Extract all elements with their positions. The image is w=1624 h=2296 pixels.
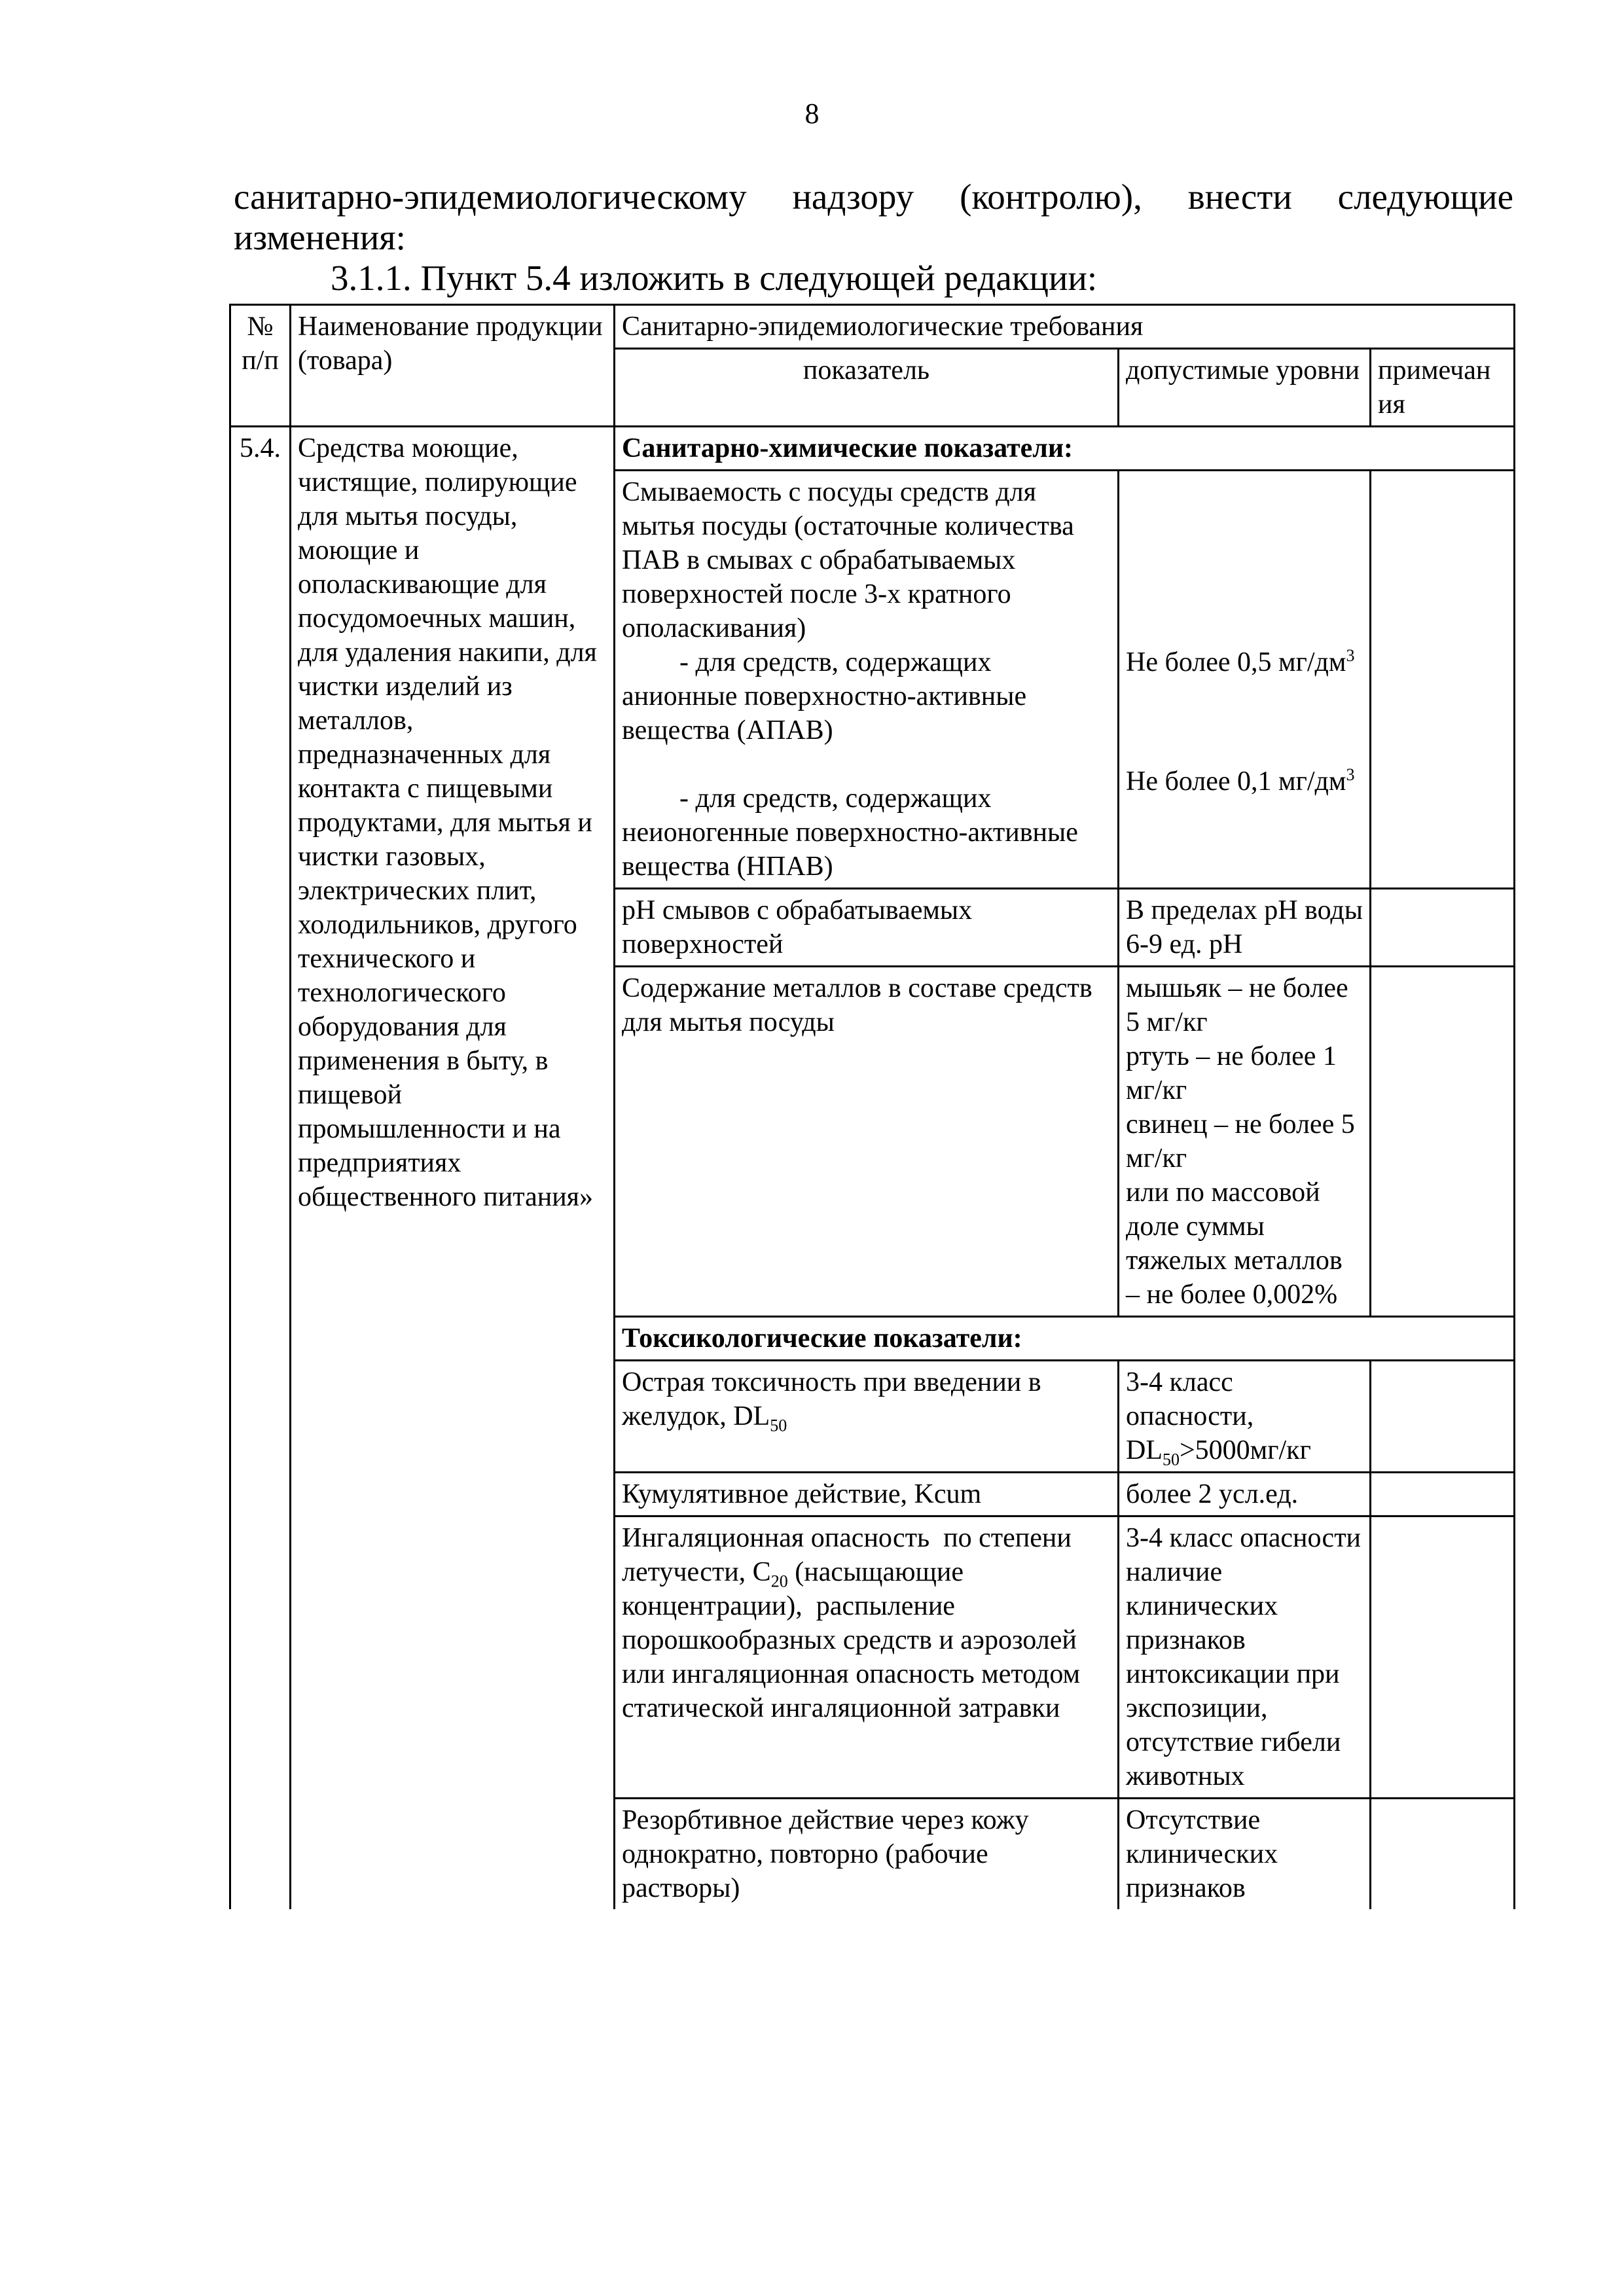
nonionic-level: Не более 0,1 $мг/дм^3$ [1126,765,1355,797]
intro-line-1: санитарно-эпидемиологическому надзору (контролю), внести следующие [234,177,1513,217]
metals-mercury: ртуть – не более 1 мг/кг [1126,1041,1337,1105]
table-header-row [230,305,1515,349]
ph-notes [1371,889,1515,967]
header-requirements: Санитарно-эпидемиологические требования [615,305,1515,349]
section-toxic: Токсикологические показатели: [615,1317,1515,1361]
intro-line-2: изменения: [234,217,406,257]
page-number: 8 [804,98,820,130]
metals-indicator: Содержание металлов в составе средств для мытья посуды [615,967,1119,1317]
inhalation-notes [1371,1516,1515,1799]
section-chemical: Санитарно-химические показатели: [615,427,1515,471]
washability-nonionic: - для средств, содержащих неионогенные поверхностно-активные вещества (НПАВ) [622,783,1078,882]
header-levels: допустимые уровни [1119,349,1371,427]
requirements-table [229,304,1515,1909]
header-indicator: показатель [615,349,1119,427]
metals-arsenic: мышьяк – не более 5 мг/кг [1126,973,1348,1037]
cumulative-notes [1371,1473,1515,1516]
washability-anionic: - для средств, содержащих анионные поверхностно-активные вещества (АПАВ) [622,647,1027,745]
metals-lead: свинец – не более 5 мг/кг [1126,1109,1355,1174]
section-heading: 3.1.1. Пункт 5.4 изложить в следующей редакции: [331,258,1098,298]
resorptive-level: Отсутствие клинических признаков [1119,1799,1371,1910]
header-num: № п/п [230,305,291,427]
cumulative-level: более 2 усл.ед. [1119,1473,1371,1516]
metals-notes [1371,967,1515,1317]
header-product-name: Наименование продукции (товара) [291,305,615,427]
ph-indicator: рН смывов с обрабатываемых поверхностей [615,889,1119,967]
header-notes: примечан ия [1371,349,1515,427]
washability-intro: Смываемость с посуды средств для мытья посуды (остаточные количества ПАВ в смывах с обрабатываемых поверхностей после 3-х кратного ополаскивания) [622,477,1074,643]
product-description: Средства моющие, чистящие, полирующие для мытья посуды, моющие и ополаскивающие для посудомоечных машин, для удаления накипи, для чистки изделий из металлов, предназначенных для контакта с пищевыми продуктами, для мытья и чистки газовых, электрических плит, холодильников, другого технического и технологического оборудования для применения в быту, в пищевой промышленности и на предприятиях общественного питания» [291,427,615,1910]
inhalation-indicator: Ингаляционная опасность по степени летучести, $С_{20}$ (насыщающие концентрации), распыление порошкообразных средств и аэрозолей или ингаляционная опасность методом статической ингаляционной затравки [615,1516,1119,1799]
resorptive-indicator: Резорбтивное действие через кожу однократно, повторно (рабочие растворы) [615,1799,1119,1910]
acute-indicator: Острая токсичность при введении в желудок, $DL_{50}$ [615,1361,1119,1473]
metals-sum: или по массовой доле суммы тяжелых металлов – не более 0,002% [1126,1177,1343,1310]
metals-levels [1119,967,1371,1317]
row-num: 5.4. [230,427,291,1910]
acute-levels: 3-4 класс опасности, $DL_{50}>5000мг/кг$ [1119,1361,1371,1473]
acute-notes [1371,1361,1515,1473]
washability-notes [1371,471,1515,889]
ph-levels: В пределах рН воды 6-9 ед. рН [1119,889,1371,967]
inhalation-levels: 3-4 класс опасности наличие клинических признаков интоксикации при экспозиции, отсутствие гибели животных [1119,1516,1371,1799]
resorptive-notes [1371,1799,1515,1910]
washability-indicator [615,471,1119,889]
anionic-level: Не более 0,5 $мг/дм^3$ [1126,646,1355,677]
washability-levels [1119,471,1371,889]
cumulative-indicator: Кумулятивное действие, Kcum [615,1473,1119,1516]
table-row [230,427,1515,471]
